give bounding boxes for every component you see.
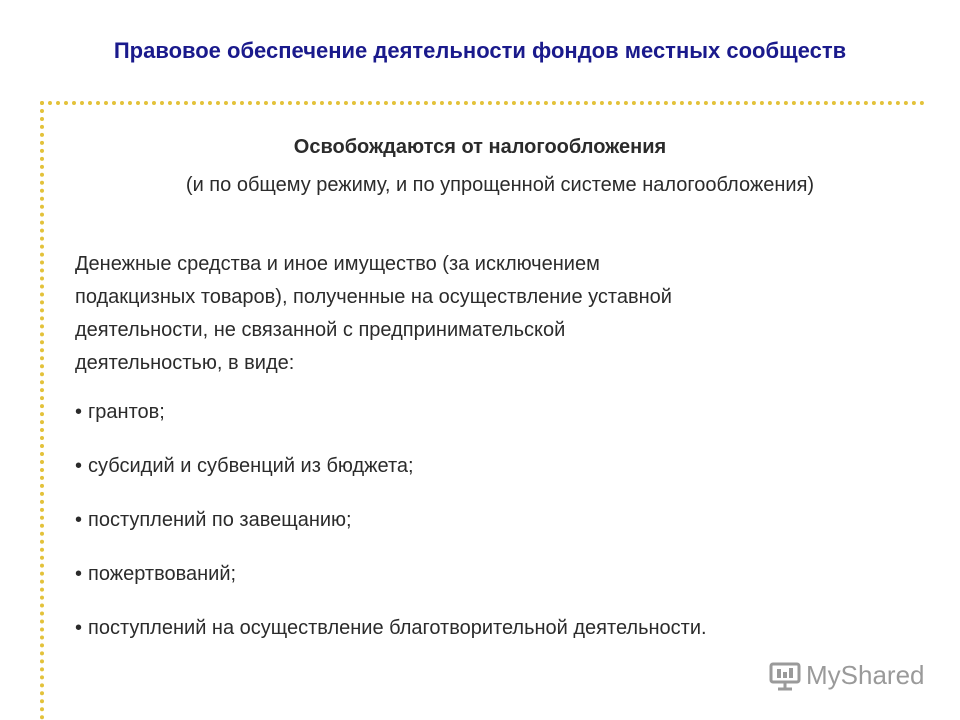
subtitle-note: (и по общему режиму, и по упрощенной системе налогообложения) bbox=[185, 174, 815, 196]
dotted-frame-top bbox=[40, 101, 925, 105]
list-item-text: субсидий и субвенций из бюджета; bbox=[88, 455, 414, 477]
list-item-text: поступлений по завещанию; bbox=[88, 509, 352, 531]
slide-title: Правовое обеспечение деятельности фондов местных сообществ bbox=[113, 38, 847, 63]
list-item bbox=[75, 450, 935, 504]
body-line: Денежные средства и иное имущество (за исключением bbox=[75, 253, 600, 275]
list-item-text: поступлений на осуществление благотворительной деятельности. bbox=[88, 617, 707, 639]
bullet-icon: • bbox=[75, 563, 83, 585]
projector-icon bbox=[768, 658, 802, 692]
body-line: деятельностью, в виде: bbox=[75, 352, 295, 374]
bullet-list bbox=[75, 396, 935, 666]
list-item bbox=[75, 558, 935, 612]
body-line: подакцизных товаров), полученные на осуществление уставной bbox=[75, 286, 672, 308]
body-paragraph bbox=[75, 248, 895, 380]
list-item bbox=[75, 504, 935, 558]
bullet-icon: • bbox=[75, 617, 83, 639]
bullet-icon: • bbox=[75, 455, 83, 477]
bullet-icon: • bbox=[75, 509, 83, 531]
list-item bbox=[75, 396, 935, 450]
list-item-text: пожертвований; bbox=[88, 563, 237, 585]
watermark-logo bbox=[768, 655, 925, 695]
list-item-text: грантов; bbox=[88, 401, 165, 423]
bullet-icon: • bbox=[75, 401, 83, 423]
watermark-text: MyShared bbox=[806, 659, 925, 690]
body-line: деятельности, не связанной с предпринимательской bbox=[75, 319, 566, 341]
subtitle: Освобождаются от налогообложения bbox=[293, 136, 667, 158]
